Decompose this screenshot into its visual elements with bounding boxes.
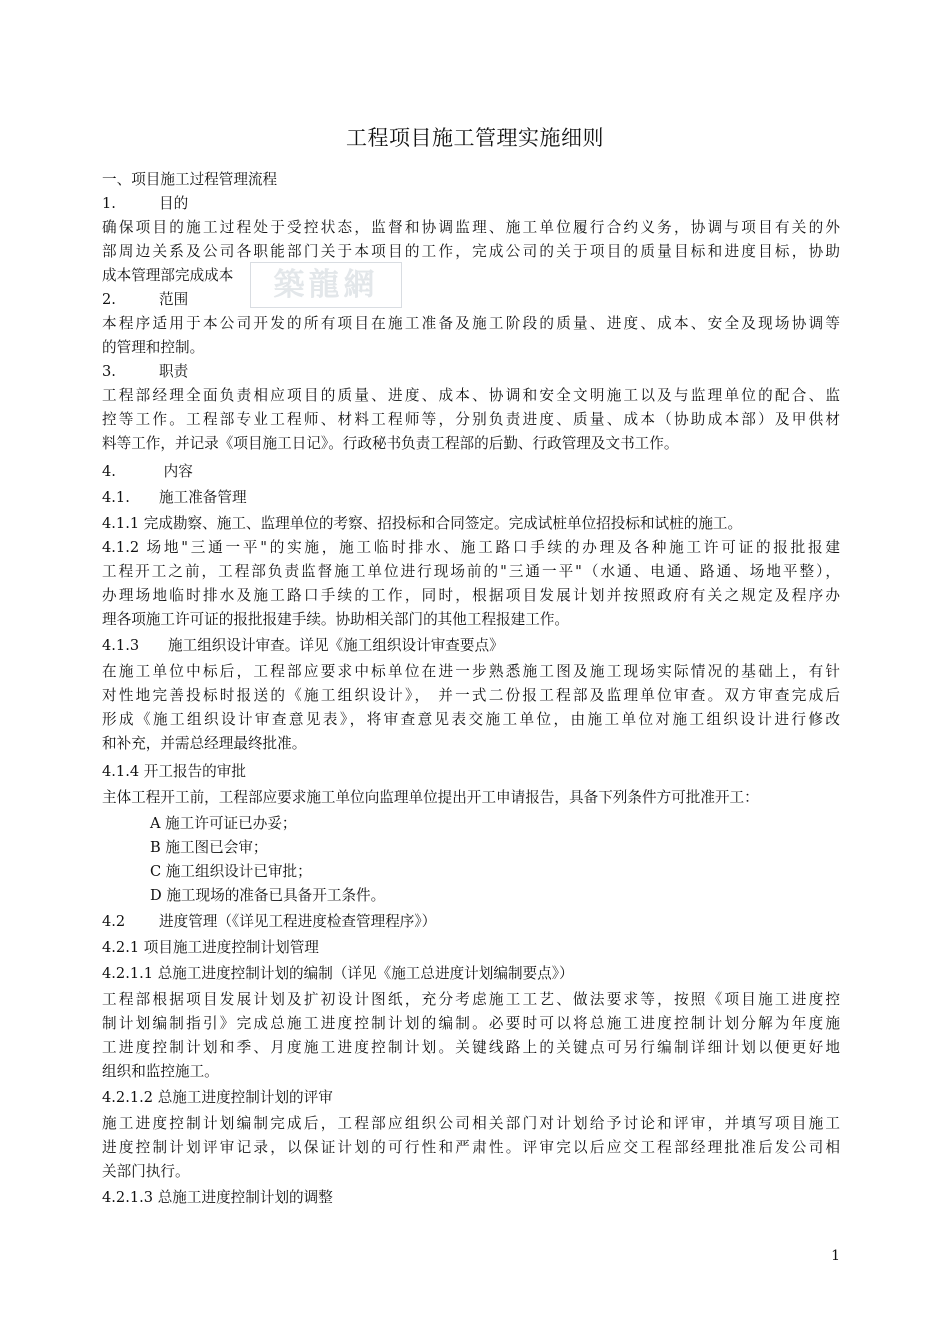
subsection-heading: 4.2 进度管理（《详见工程进度检查管理程序》） — [102, 913, 437, 930]
paragraph-line: 制计划编制指引》完成总施工进度控制计划的编制。必要时可以将总施工进度控制计划分解为年度施 — [102, 1015, 840, 1032]
paragraph-line: 控等工作。工程部专业工程师、材料工程师等，分别负责进度、质量、成本（协助成本部）及甲供材 — [102, 411, 840, 428]
paragraph-line: 办理场地临时排水及施工路口手续的工作，同时，根据项目发展计划并按照政府有关之规定及程序办 — [102, 587, 840, 604]
section-4-heading: 4. 内容 — [102, 463, 193, 480]
list-item: D 施工现场的准备已具备开工条件。 — [150, 887, 386, 904]
subsection-heading: 4.2.1.3 总施工进度控制计划的调整 — [102, 1189, 333, 1206]
subsection-heading: 4.2.1.1 总施工进度控制计划的编制（详见《施工总进度计划编制要点》） — [102, 965, 574, 982]
section-3-heading: 3. 职责 — [102, 363, 189, 380]
paragraph-line: 关部门执行。 — [102, 1163, 190, 1180]
list-item: B 施工图已会审； — [150, 839, 268, 856]
paragraph-line: 工进度控制计划和季、月度施工进度控制计划。关键线路上的关键点可另行编制详细计划以便更好地 — [102, 1039, 840, 1056]
subsection-heading: 4.2.1.2 总施工进度控制计划的评审 — [102, 1089, 333, 1106]
paragraph-line: 工程开工之前，工程部负责监督施工单位进行现场前的"三通一平"（水通、电通、路通、场地平整）， — [102, 563, 840, 580]
paragraph-line: 本程序适用于本公司开发的所有项目在施工准备及施工阶段的质量、进度、成本、安全及现场协调等 — [102, 315, 840, 332]
paragraph-line: 成本管理部完成成本 — [102, 267, 234, 284]
section-1-heading: 1. 目的 — [102, 195, 189, 212]
subsection-heading: 4.1.3 施工组织设计审查。详见《施工组织设计审查要点》 — [102, 637, 504, 654]
watermark-logo: 築龍網 — [250, 262, 402, 308]
list-item: A 施工许可证已办妥； — [150, 815, 297, 832]
paragraph-line: 对性地完善投标时报送的《施工组织设计》， 并一式二份报工程部及监理单位审查。双方审查完成后 — [102, 687, 840, 704]
paragraph-line: 4.1.1 完成勘察、施工、监理单位的考察、招投标和合同签定。完成试桩单位招投标和试桩的施工。 — [102, 515, 743, 532]
subsection-heading: 4.1.4 开工报告的审批 — [102, 763, 246, 780]
section-2-heading: 2. 范围 — [102, 291, 189, 308]
paragraph-line: 在施工单位中标后，工程部应要求中标单位在进一步熟悉施工图及施工现场实际情况的基础上，有针 — [102, 663, 840, 680]
paragraph-line: 进度控制计划评审记录，以保证计划的可行性和严肃性。评审完以后应交工程部经理批准后发公司相 — [102, 1139, 840, 1156]
subsection-heading: 4.2.1 项目施工进度控制计划管理 — [102, 939, 319, 956]
paragraph-line: 的管理和控制。 — [102, 339, 205, 356]
paragraph-line: 主体工程开工前，工程部应要求施工单位向监理单位提出开工申请报告，具备下列条件方可批准开工： — [102, 789, 759, 806]
paragraph-line: 部周边关系及公司各职能部门关于本项目的工作，完成公司的关于项目的质量目标和进度目标，协助 — [102, 243, 840, 260]
section-heading: 一、项目施工过程管理流程 — [102, 171, 278, 188]
subsection-heading: 4.1. 施工准备管理 — [102, 489, 247, 506]
paragraph-line: 理各项施工许可证的报批报建手续。协助相关部门的其他工程报建工作。 — [102, 611, 570, 628]
paragraph-line: 4.1.2 场地"三通一平"的实施，施工临时排水、施工路口手续的办理及各种施工许可证的报批报建 — [102, 539, 840, 556]
paragraph-line: 确保项目的施工过程处于受控状态，监督和协调监理、施工单位履行合约义务，协调与项目有关的外 — [102, 219, 840, 236]
paragraph-line: 工程部经理全面负责相应项目的质量、进度、成本、协调和安全文明施工以及与监理单位的配合、监 — [102, 387, 840, 404]
paragraph-line: 施工进度控制计划编制完成后，工程部应组织公司相关部门对计划给予讨论和评审，并填写项目施工 — [102, 1115, 840, 1132]
paragraph-line: 工程部根据项目发展计划及扩初设计图纸，充分考虑施工工艺、做法要求等，按照《项目施工进度控 — [102, 991, 840, 1008]
paragraph-line: 组织和监控施工。 — [102, 1063, 219, 1080]
paragraph-line: 料等工作，并记录《项目施工日记》。行政秘书负责工程部的后勤、行政管理及文书工作。 — [102, 435, 679, 452]
paragraph-line: 形成《施工组织设计审查意见表》，将审查意见表交施工单位，由施工单位对施工组织设计进行修改 — [102, 711, 840, 728]
paragraph-line: 和补充，并需总经理最终批准。 — [102, 735, 307, 752]
list-item: C 施工组织设计已审批； — [150, 863, 312, 880]
page-number: 1 — [831, 1248, 840, 1264]
page-title: 工程项目施工管理实施细则 — [346, 126, 604, 150]
